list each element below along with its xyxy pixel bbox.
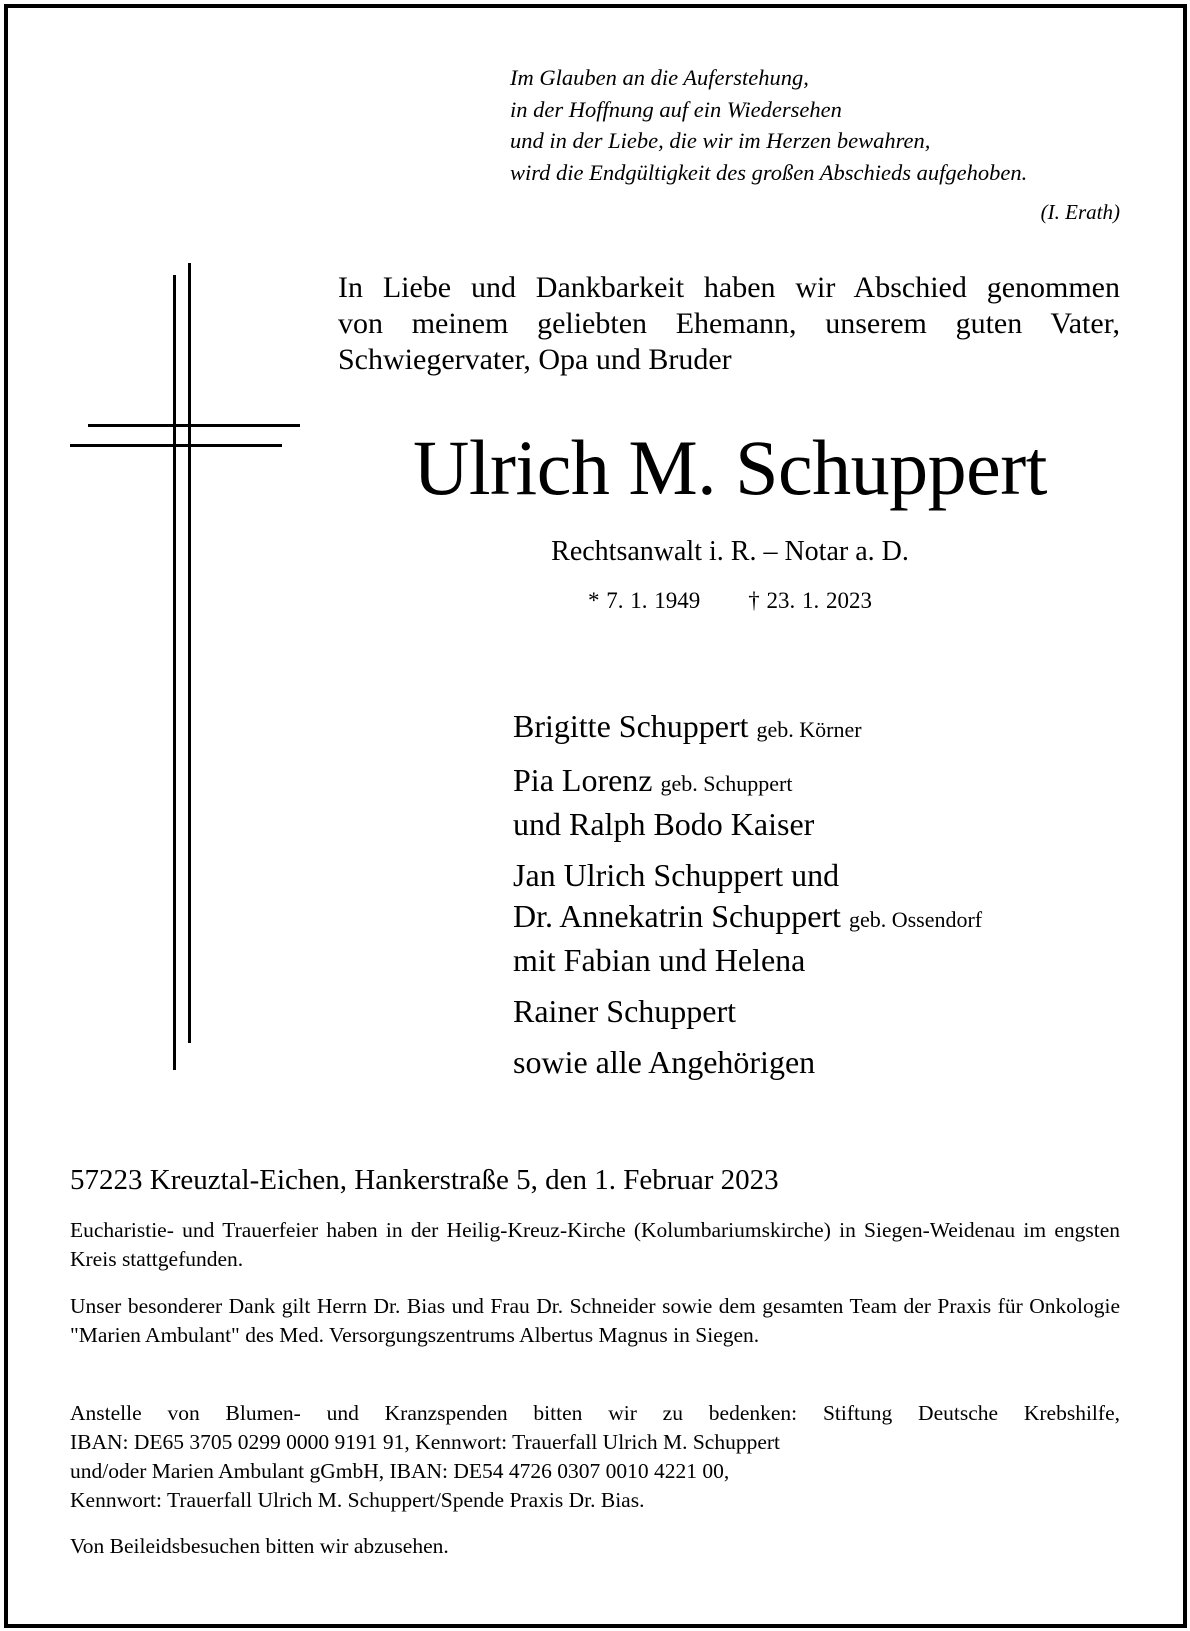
maiden-name: geb. Körner (756, 717, 862, 742)
donation-line: Kennwort: Trauerfall Ulrich M. Schuppert/Spende Praxis Dr. Bias. (70, 1488, 645, 1512)
family-member: Brigitte Schuppert geb. Körner (513, 708, 862, 744)
family-member: Jan Ulrich Schuppert und Dr. Annekatrin Schuppert geb. Ossendorf mit Fabian und Helena (513, 857, 983, 978)
family-member: Pia Lorenz geb. Schuppert und Ralph Bodo Kaiser (513, 762, 815, 842)
poem-line: und in der Liebe, die wir im Herzen bewahren, (510, 128, 931, 153)
deceased-profession: Rechtsanwalt i. R. – Notar a. D. (551, 536, 909, 567)
maiden-name: geb. Schuppert (660, 771, 793, 796)
address-line: 57223 Kreuztal-Eichen, Hankerstraße 5, den 1. Februar 2023 (70, 1164, 779, 1196)
ceremony-text: Eucharistie- und Trauerfeier haben in der Heilig-Kreuz-Kirche (Kolumbariumskirche) in Siegen-Weidenau im engsten Kreis stattgefunden. (70, 1218, 1120, 1271)
poem (510, 62, 1027, 188)
donation-line: Anstelle von Blumen- und Kranzspenden bitten wir zu bedenken: Stiftung Deutsche Krebshilfe, (70, 1401, 1120, 1425)
intro-line: In Liebe und Dankbarkeit haben wir Abschied genommen (338, 271, 1120, 304)
donation-line: und/oder Marien Ambulant gGmbH, IBAN: DE54 4726 0307 0010 4221 00, (70, 1459, 730, 1483)
death-date: † 23. 1. 2023 (748, 588, 872, 613)
visits-text: Von Beileidsbesuchen bitten wir abzusehen. (70, 1534, 449, 1558)
maiden-name: geb. Ossendorf (848, 907, 983, 932)
family-member: Rainer Schuppert (513, 993, 737, 1029)
intro-line: Schwiegervater, Opa und Bruder (338, 343, 732, 376)
birth-date: * 7. 1. 1949 (588, 588, 701, 613)
donation-text (70, 1399, 1120, 1515)
poem-author: (I. Erath) (1040, 200, 1120, 224)
thanks-text: Unser besonderer Dank gilt Herrn Dr. Bias und Frau Dr. Schneider sowie dem gesamten Team der Praxis für Onkologie "Marien Ambulant" des Med. Versorgungszentrums Albertus Magnus in Siegen. (70, 1294, 1120, 1347)
poem-line: wird die Endgültigkeit des großen Abschieds aufgehoben. (510, 159, 1028, 185)
intro-text (338, 270, 1120, 378)
family-member: sowie alle Angehörigen (513, 1044, 816, 1080)
deceased-name: Ulrich M. Schuppert (413, 424, 1047, 511)
life-dates (330, 588, 1130, 614)
donation-line: IBAN: DE65 3705 0299 0000 9191 91, Kennwort: Trauerfall Ulrich M. Schuppert (70, 1430, 781, 1454)
family-list (513, 706, 982, 1093)
poem-line: Im Glauben an die Auferstehung, (510, 65, 809, 90)
intro-line: von meinem geliebten Ehemann, unserem guten Vater, (338, 307, 1120, 340)
poem-line: in der Hoffnung auf ein Wiedersehen (510, 96, 842, 122)
cross-icon (70, 263, 300, 1073)
